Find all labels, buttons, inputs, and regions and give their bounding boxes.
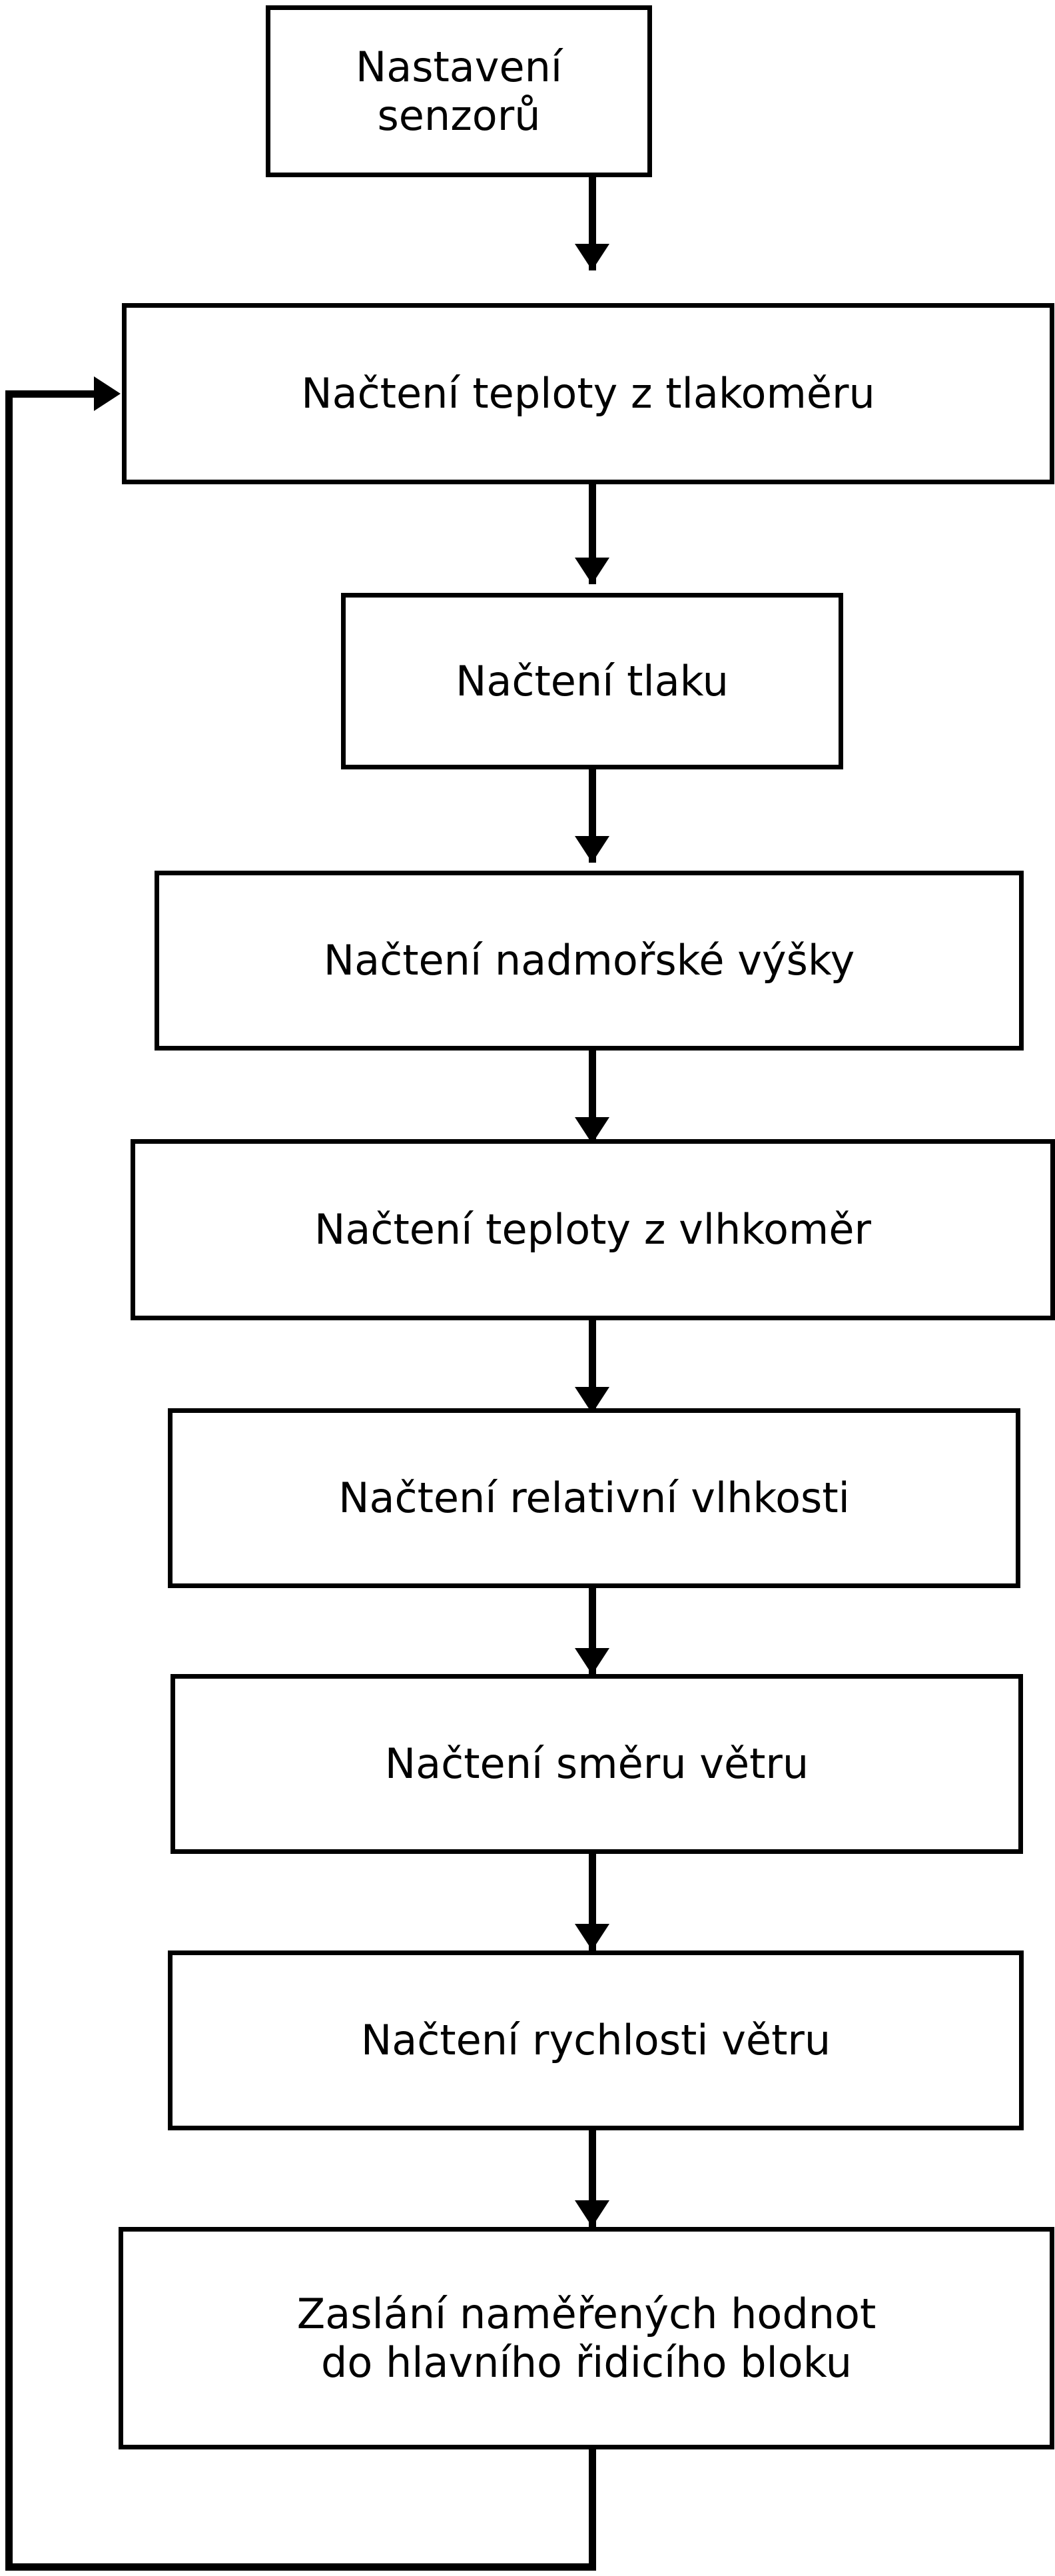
edge-loop-top-segment: [5, 390, 105, 398]
node-label-line-2: do hlavního řidicího bloku: [320, 2338, 852, 2387]
edge-n8-n9-arrowhead: [575, 2200, 609, 2227]
edge-loop-left-segment: [5, 390, 13, 2571]
edge-loop-arrowhead: [94, 376, 121, 411]
edge-loop-bottom-segment: [5, 2563, 596, 2571]
node-nacteni-relativni-vlhkosti[interactable]: [168, 1408, 1020, 1588]
node-label: Načtení nadmořské výšky: [323, 936, 855, 985]
node-label: Načtení teploty z tlakoměru: [301, 369, 875, 418]
edge-n2-n3-arrowhead: [575, 558, 609, 584]
edge-n3-n4-arrowhead: [575, 836, 609, 863]
node-label: Nastavení senzorů: [355, 42, 563, 140]
node-label: Načtení relativní vlhkosti: [338, 1474, 850, 1523]
node-label: Načtení teploty z vlhkoměr: [314, 1205, 871, 1254]
node-nacteni-tlaku[interactable]: [341, 593, 843, 769]
node-nacteni-smeru-vetru[interactable]: [171, 1674, 1023, 1854]
edge-n6-n7-arrowhead: [575, 1648, 609, 1675]
node-nacteni-nadmorske-vysky[interactable]: [155, 871, 1024, 1051]
node-nacteni-teploty-z-vlhkomer[interactable]: [131, 1139, 1055, 1320]
edge-n1-n2-arrowhead: [575, 244, 609, 270]
node-nacteni-rychlosti-vetru[interactable]: [168, 1950, 1024, 2130]
node-label: Načtení tlaku: [456, 656, 729, 705]
node-label: Načtení směru větru: [384, 1739, 809, 1789]
node-nastaveni-senzoru[interactable]: [266, 5, 652, 177]
edge-n7-n8-arrowhead: [575, 1924, 609, 1950]
node-zaslani-namerenych-hodnot[interactable]: [119, 2227, 1054, 2449]
node-label-line-1: Zaslání naměřených hodnot: [296, 2289, 877, 2338]
node-label: Načtení rychlosti větru: [360, 2016, 831, 2065]
edge-loop-down-segment: [589, 2449, 596, 2571]
node-nacteni-teploty-z-tlakomeru[interactable]: [122, 303, 1054, 484]
